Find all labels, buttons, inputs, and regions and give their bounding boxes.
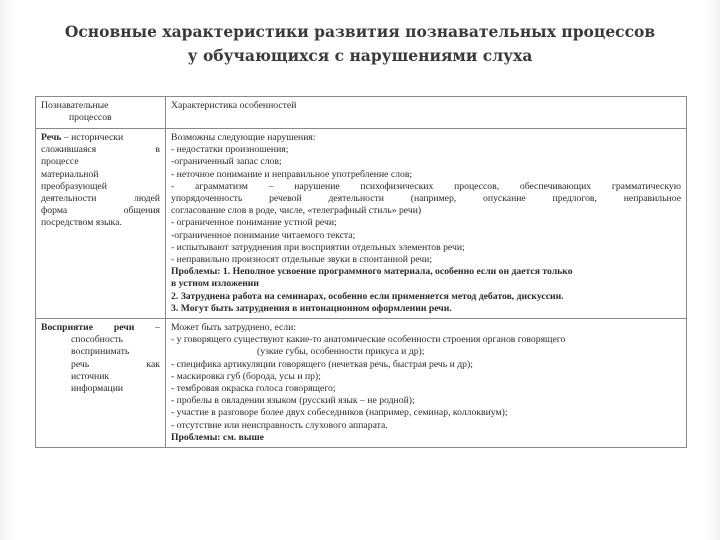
perception-char-line: - тембровая окраска голоса говорящего; bbox=[171, 383, 336, 395]
perception-def-line: информации bbox=[71, 383, 124, 395]
perception-term: Восприятие речи bbox=[41, 322, 135, 334]
speech-char-line: -ограниченный запас слов; bbox=[171, 156, 282, 168]
speech-char-line: - аграмматизм – нарушение психофизических процессов, обеспечивающих грамматическую bbox=[171, 180, 681, 192]
speech-def-line: – исторически bbox=[61, 132, 124, 143]
perception-char-line: - пробелы в овладении языком (русский язык – не родной); bbox=[171, 395, 415, 407]
perception-char-line: - участие в разговоре более двух собеседников (например, семинар, коллоквиум); bbox=[171, 407, 508, 419]
perception-def-line: способность bbox=[71, 334, 123, 346]
perception-char-line: - отсутствие или неисправность слухового аппарата. bbox=[171, 419, 388, 431]
page-title bbox=[0, 20, 720, 68]
speech-def-line: форма общения bbox=[41, 205, 160, 217]
perception-def-line: – bbox=[134, 322, 160, 334]
speech-char-line: согласование слов в роде, числе, «телеграфный стиль» речи) bbox=[171, 205, 422, 217]
perception-def-line: речь как bbox=[71, 358, 160, 370]
speech-char-line: - неправильно произносят отдельные звуки в спонтанной речи; bbox=[171, 254, 433, 266]
table-header-row bbox=[36, 97, 687, 129]
speech-definition-cell bbox=[36, 129, 166, 319]
speech-def-line: сложившаяся в bbox=[41, 144, 160, 156]
speech-def-line: процессе bbox=[41, 156, 79, 168]
speech-problem-line: 2. Затруднена работа на семинарах, особенно если применяется метод дебатов, дискуссии. bbox=[171, 290, 564, 302]
title-line-1: Основные характеристики развития познавательных процессов bbox=[64, 22, 656, 41]
speech-char-line: - недостатки произношения; bbox=[171, 144, 289, 156]
speech-def-line: посредством языка. bbox=[41, 217, 122, 229]
perception-char-line: - маскировка губ (борода, усы и пр); bbox=[171, 370, 321, 382]
title-line-2: у обучающихся с нарушениями слуха bbox=[187, 46, 533, 65]
table-row-speech-perception bbox=[36, 319, 687, 448]
perception-char-line: - специфика артикуляции говорящего (нечеткая речь, быстрая речь и др); bbox=[171, 358, 473, 370]
speech-char-line: Возможны следующие нарушения: bbox=[171, 132, 316, 143]
speech-problem-line: Проблемы: 1. Неполное усвоение программного материала, особенно если он дается только bbox=[171, 266, 573, 278]
speech-term: Речь bbox=[41, 132, 62, 143]
speech-char-line: - испытывают затруднения при восприятии отдельных элементов речи; bbox=[171, 241, 465, 253]
perception-characteristics-cell bbox=[166, 319, 687, 448]
speech-problem-line: 3. Могут быть затруднения в интонационном оформлении речи. bbox=[171, 302, 452, 314]
table-row-speech bbox=[36, 129, 687, 319]
header-col1-line1: Познавательные bbox=[41, 100, 109, 111]
speech-char-line: - ограниченное понимание устной речи; bbox=[171, 217, 337, 229]
characteristics-table bbox=[35, 96, 687, 448]
perception-problem-line: Проблемы: см. выше bbox=[171, 431, 264, 443]
header-col1-line2: процессов bbox=[69, 112, 112, 124]
perception-char-line: (узкие губы, особенности прикуса и др); bbox=[257, 346, 425, 358]
speech-char-line: - неточное понимание и неправильное употребление слов; bbox=[171, 168, 413, 180]
speech-char-line: -ограниченное понимание читаемого текста; bbox=[171, 229, 356, 241]
speech-characteristics-cell bbox=[166, 129, 687, 319]
header-cell-processes bbox=[36, 97, 166, 129]
speech-def-line: материальной bbox=[41, 168, 99, 180]
perception-def-line: источник bbox=[71, 370, 110, 382]
speech-char-line: упорядоченность речевой деятельности (например, опускание предлогов, неправильное bbox=[171, 193, 681, 205]
perception-char-line: - у говорящего существуют какие-то анатомические особенности строения органов говорящего bbox=[171, 334, 566, 346]
speech-def-line: деятельности людей bbox=[41, 193, 160, 205]
speech-def-line: преобразующей bbox=[41, 180, 107, 192]
perception-def-line: воспринимать bbox=[71, 346, 130, 358]
header-cell-characteristics: Характеристика особенностей bbox=[166, 97, 687, 129]
perception-char-line: Может быть затруднено, если: bbox=[171, 322, 297, 334]
speech-problem-line: в устном изложении bbox=[171, 278, 259, 290]
perception-definition-cell bbox=[36, 319, 166, 448]
